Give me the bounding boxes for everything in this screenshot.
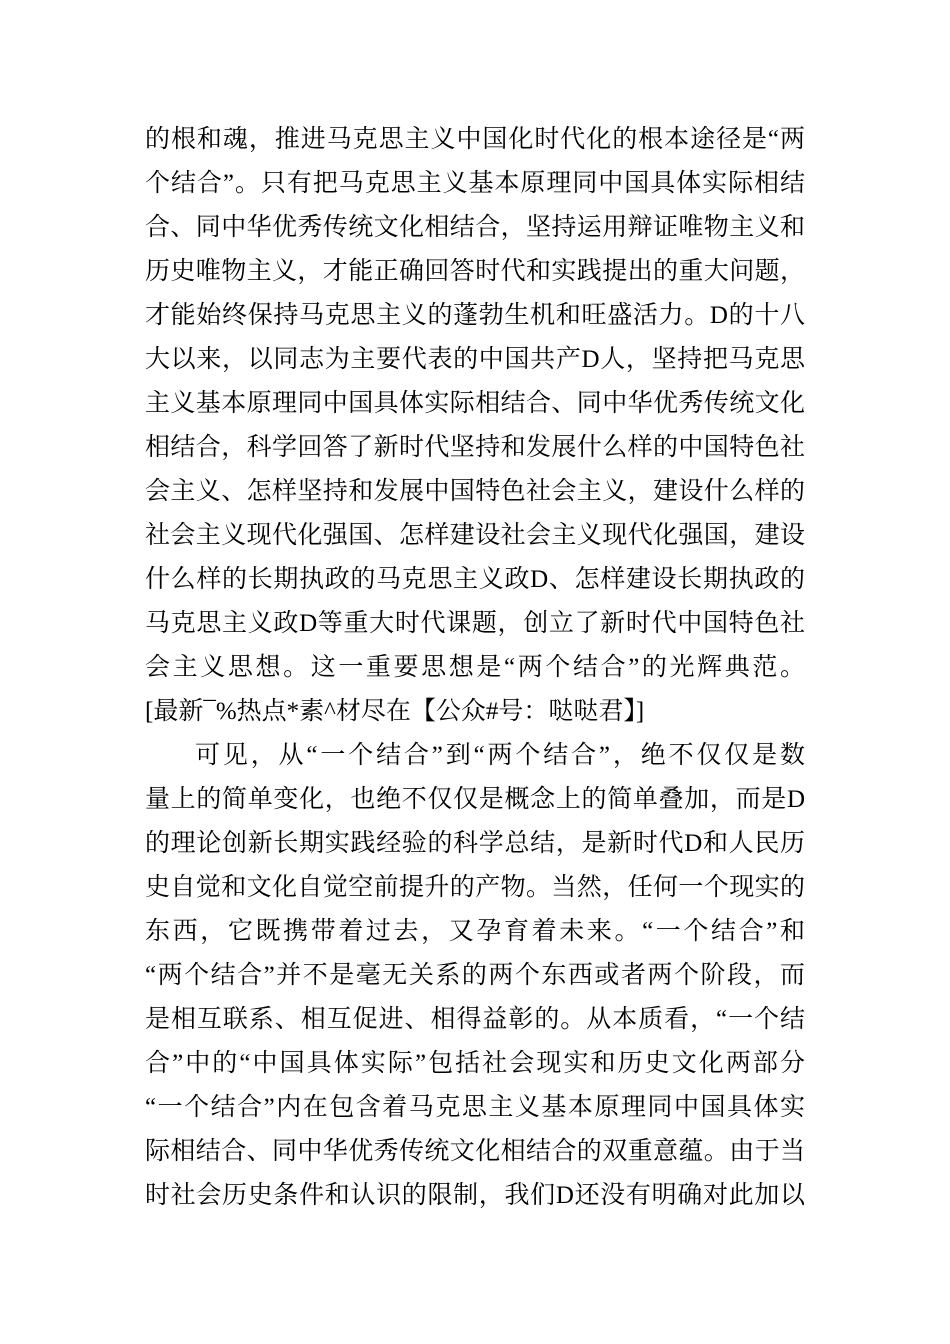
- text-line: “两个结合”并不是毫无关系的两个东西或者两个阶段，而: [145, 962, 805, 989]
- text-line: 量上的简单变化，也绝不仅仅是概念上的简单叠加，而是D: [145, 786, 805, 813]
- promo-line: [最新¯%热点*素^材尽在【公众#号：哒哒君】]: [145, 698, 645, 725]
- text-line: 个结合”。只有把马克思主义基本原理同中国具体实际相结: [145, 170, 805, 197]
- text-line: 相结合，科学回答了新时代坚持和发展什么样的中国特色社: [145, 434, 805, 461]
- text-line: 际相结合、同中华优秀传统文化相结合的双重意蕴。由于当: [145, 1138, 805, 1165]
- text-line: 社会主义现代化强国、怎样建设社会主义现代化强国，建设: [145, 522, 805, 549]
- text-line: 的理论创新长期实践经验的科学总结，是新时代D和人民历: [145, 830, 805, 857]
- text-line: 什么样的长期执政的马克思主义政D、怎样建设长期执政的: [145, 566, 805, 593]
- text-line: 是相互联系、相互促进、相得益彰的。从本质看，“一个结: [145, 1006, 805, 1033]
- text-line: “一个结合”内在包含着马克思主义基本原理同中国具体实: [145, 1094, 805, 1121]
- text-line: 大以来，以同志为主要代表的中国共产D人，坚持把马克思: [145, 346, 805, 373]
- text-line: 东西，它既携带着过去，又孕育着未来。“一个结合”和: [145, 918, 805, 945]
- text-line: 合、同中华优秀传统文化相结合，坚持运用辩证唯物主义和: [145, 214, 805, 241]
- text-line: 的根和魂，推进马克思主义中国化时代化的根本途径是“两: [145, 126, 805, 153]
- text-line: 马克思主义政D等重大时代课题，创立了新时代中国特色社: [145, 610, 805, 637]
- text-line: 才能始终保持马克思主义的蓬勃生机和旺盛活力。D的十八: [145, 302, 805, 329]
- paragraph-1: [145, 118, 805, 690]
- text-line: 史自觉和文化自觉空前提升的产物。当然，任何一个现实的: [145, 874, 805, 901]
- paragraph-2: [145, 734, 805, 1218]
- text-line: 时社会历史条件和认识的限制，我们D还没有明确对此加以: [145, 1182, 805, 1209]
- text-line: 可见，从“一个结合”到“两个结合”，绝不仅仅是数: [195, 742, 805, 769]
- text-line: 主义基本原理同中国具体实际相结合、同中华优秀传统文化: [145, 390, 805, 417]
- text-line: 历史唯物主义，才能正确回答时代和实践提出的重大问题，: [145, 258, 805, 285]
- text-line: 会主义、怎样坚持和发展中国特色社会主义，建设什么样的: [145, 478, 805, 505]
- body-text: [145, 118, 805, 1218]
- text-line: 会主义思想。这一重要思想是“两个结合”的光辉典范。: [145, 654, 805, 681]
- text-line: 合”中的“中国具体实际”包括社会现实和历史文化两部分: [145, 1050, 805, 1077]
